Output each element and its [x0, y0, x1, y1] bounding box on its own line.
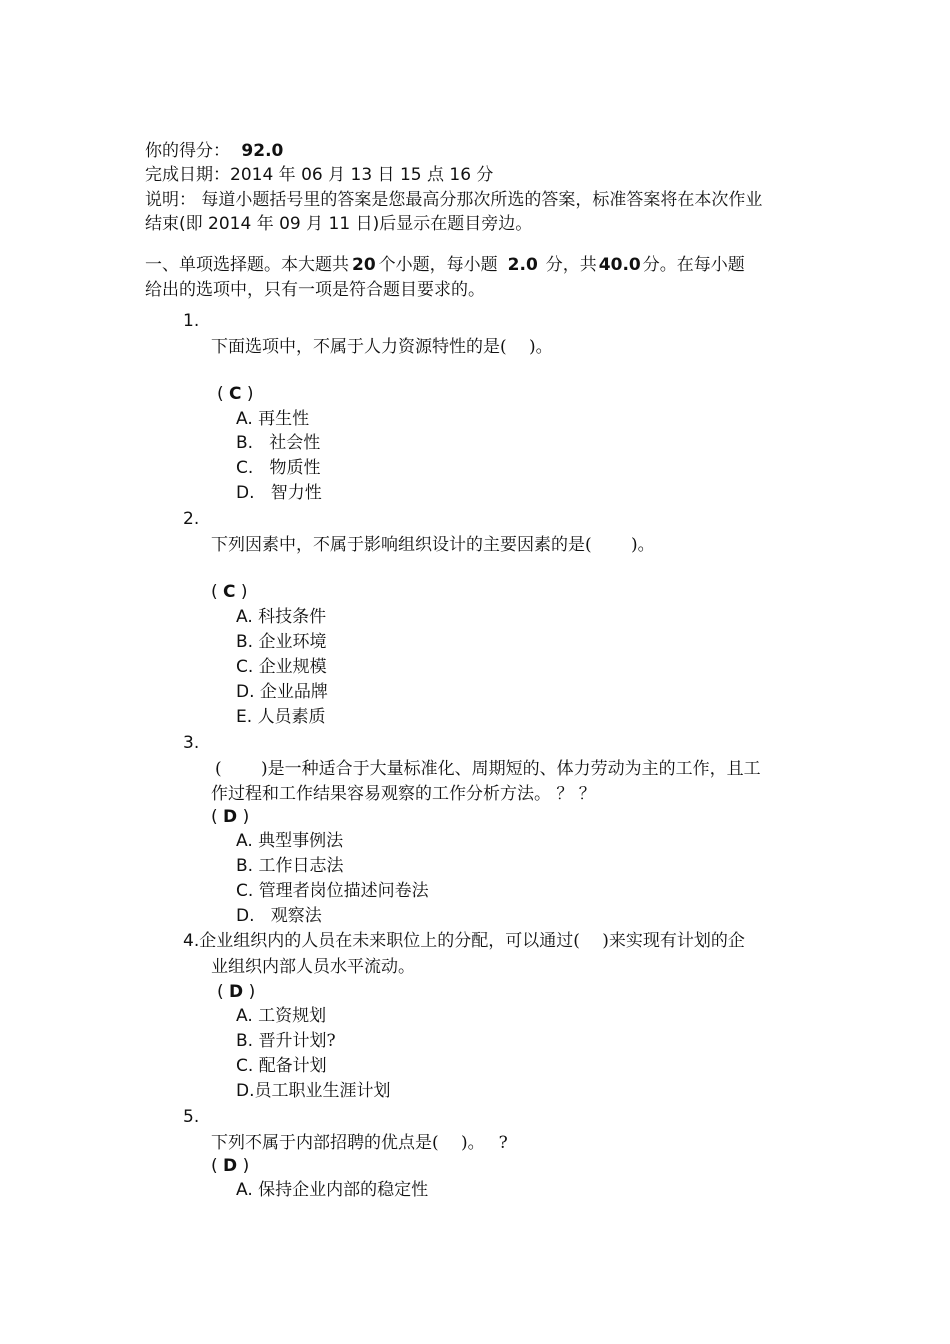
section-instruction: 给出的选项中，只有一项是符合题目要求的。 [145, 280, 485, 300]
option: A. 科技条件 [236, 607, 327, 627]
option: A. 工资规划 [236, 1006, 327, 1026]
option: B. 晋升计划? [236, 1031, 336, 1051]
question-count: 20 [352, 255, 376, 275]
answer-letter: C [229, 384, 242, 404]
question-number: 3. [183, 733, 200, 753]
option: A. 保持企业内部的稳定性 [236, 1180, 429, 1200]
question-stem: ( )是一种适合于大量标准化、周期短的、体力劳动为主的工作，且工 [215, 759, 761, 779]
score-line [145, 139, 283, 163]
option: C. 企业规模 [236, 657, 327, 677]
option: D. 企业品牌 [236, 682, 328, 702]
option: B. 企业环境 [236, 632, 327, 652]
option: E. 人员素质 [236, 707, 326, 727]
option: B. 工作日志法 [236, 856, 344, 876]
section-text-3: 分，共 [545, 255, 597, 275]
selected-answer: ( D ) [211, 1156, 250, 1176]
option: A. 典型事例法 [236, 831, 344, 851]
question-number: 5. [183, 1107, 200, 1127]
total-points: 40.0 [598, 255, 641, 275]
section-text-1: 一、单项选择题。本大题共 [145, 255, 349, 275]
question-number: 4. [183, 931, 200, 951]
option: D.员工职业生涯计划 [236, 1081, 391, 1101]
question-stem-cont: 业组织内部人员水平流动。 [211, 957, 415, 977]
question-stem: 下面选项中，不属于人力资源特性的是( )。 [211, 337, 553, 357]
option: A. 再生性 [236, 409, 310, 429]
selected-answer: ( C ) [211, 582, 248, 602]
option: C. 配备计划 [236, 1056, 327, 1076]
selected-answer: ( D ) [211, 807, 250, 827]
section-text-4: 分。在每小题 [642, 255, 745, 275]
answer-letter: D [223, 807, 238, 827]
option: C. 物质性 [236, 458, 321, 478]
note-line-1: 说明： 每道小题括号里的答案是您最高分那次所选的答案，标准答案将在本次作业 [145, 190, 763, 210]
completion-date: 完成日期：2014 年 06 月 13 日 15 点 16 分 [145, 165, 494, 185]
note-line-2: 结束(即 2014 年 09 月 11 日)后显示在题目旁边。 [145, 214, 533, 234]
question-stem-cont: 作过程和工作结果容易观察的工作分析方法。 ？ ？ [211, 784, 596, 804]
score-value: 92.0 [241, 141, 284, 161]
question-number: 2. [183, 509, 200, 529]
section-heading [145, 253, 745, 277]
answer-letter: C [223, 582, 236, 602]
question-stem: 下列不属于内部招聘的优点是( )。 ? [211, 1133, 508, 1153]
selected-answer: ( D ) [217, 982, 256, 1002]
answer-letter: D [229, 982, 244, 1002]
option: B. 社会性 [236, 433, 321, 453]
selected-answer: ( C ) [217, 384, 254, 404]
option: D. 智力性 [236, 483, 322, 503]
answer-letter: D [223, 1156, 238, 1176]
points-per-question: 2.0 [507, 255, 538, 275]
question-stem: 4.企业组织内的人员在未来职位上的分配，可以通过( )来实现有计划的企 [183, 931, 745, 951]
score-label: 你的得分： [145, 141, 230, 161]
question-number: 1. [183, 311, 200, 331]
question-stem: 下列因素中，不属于影响组织设计的主要因素的是( )。 [211, 535, 655, 555]
option: D. 观察法 [236, 906, 322, 926]
option: C. 管理者岗位描述问卷法 [236, 881, 429, 901]
section-text-2: 个小题，每小题 [378, 255, 498, 275]
